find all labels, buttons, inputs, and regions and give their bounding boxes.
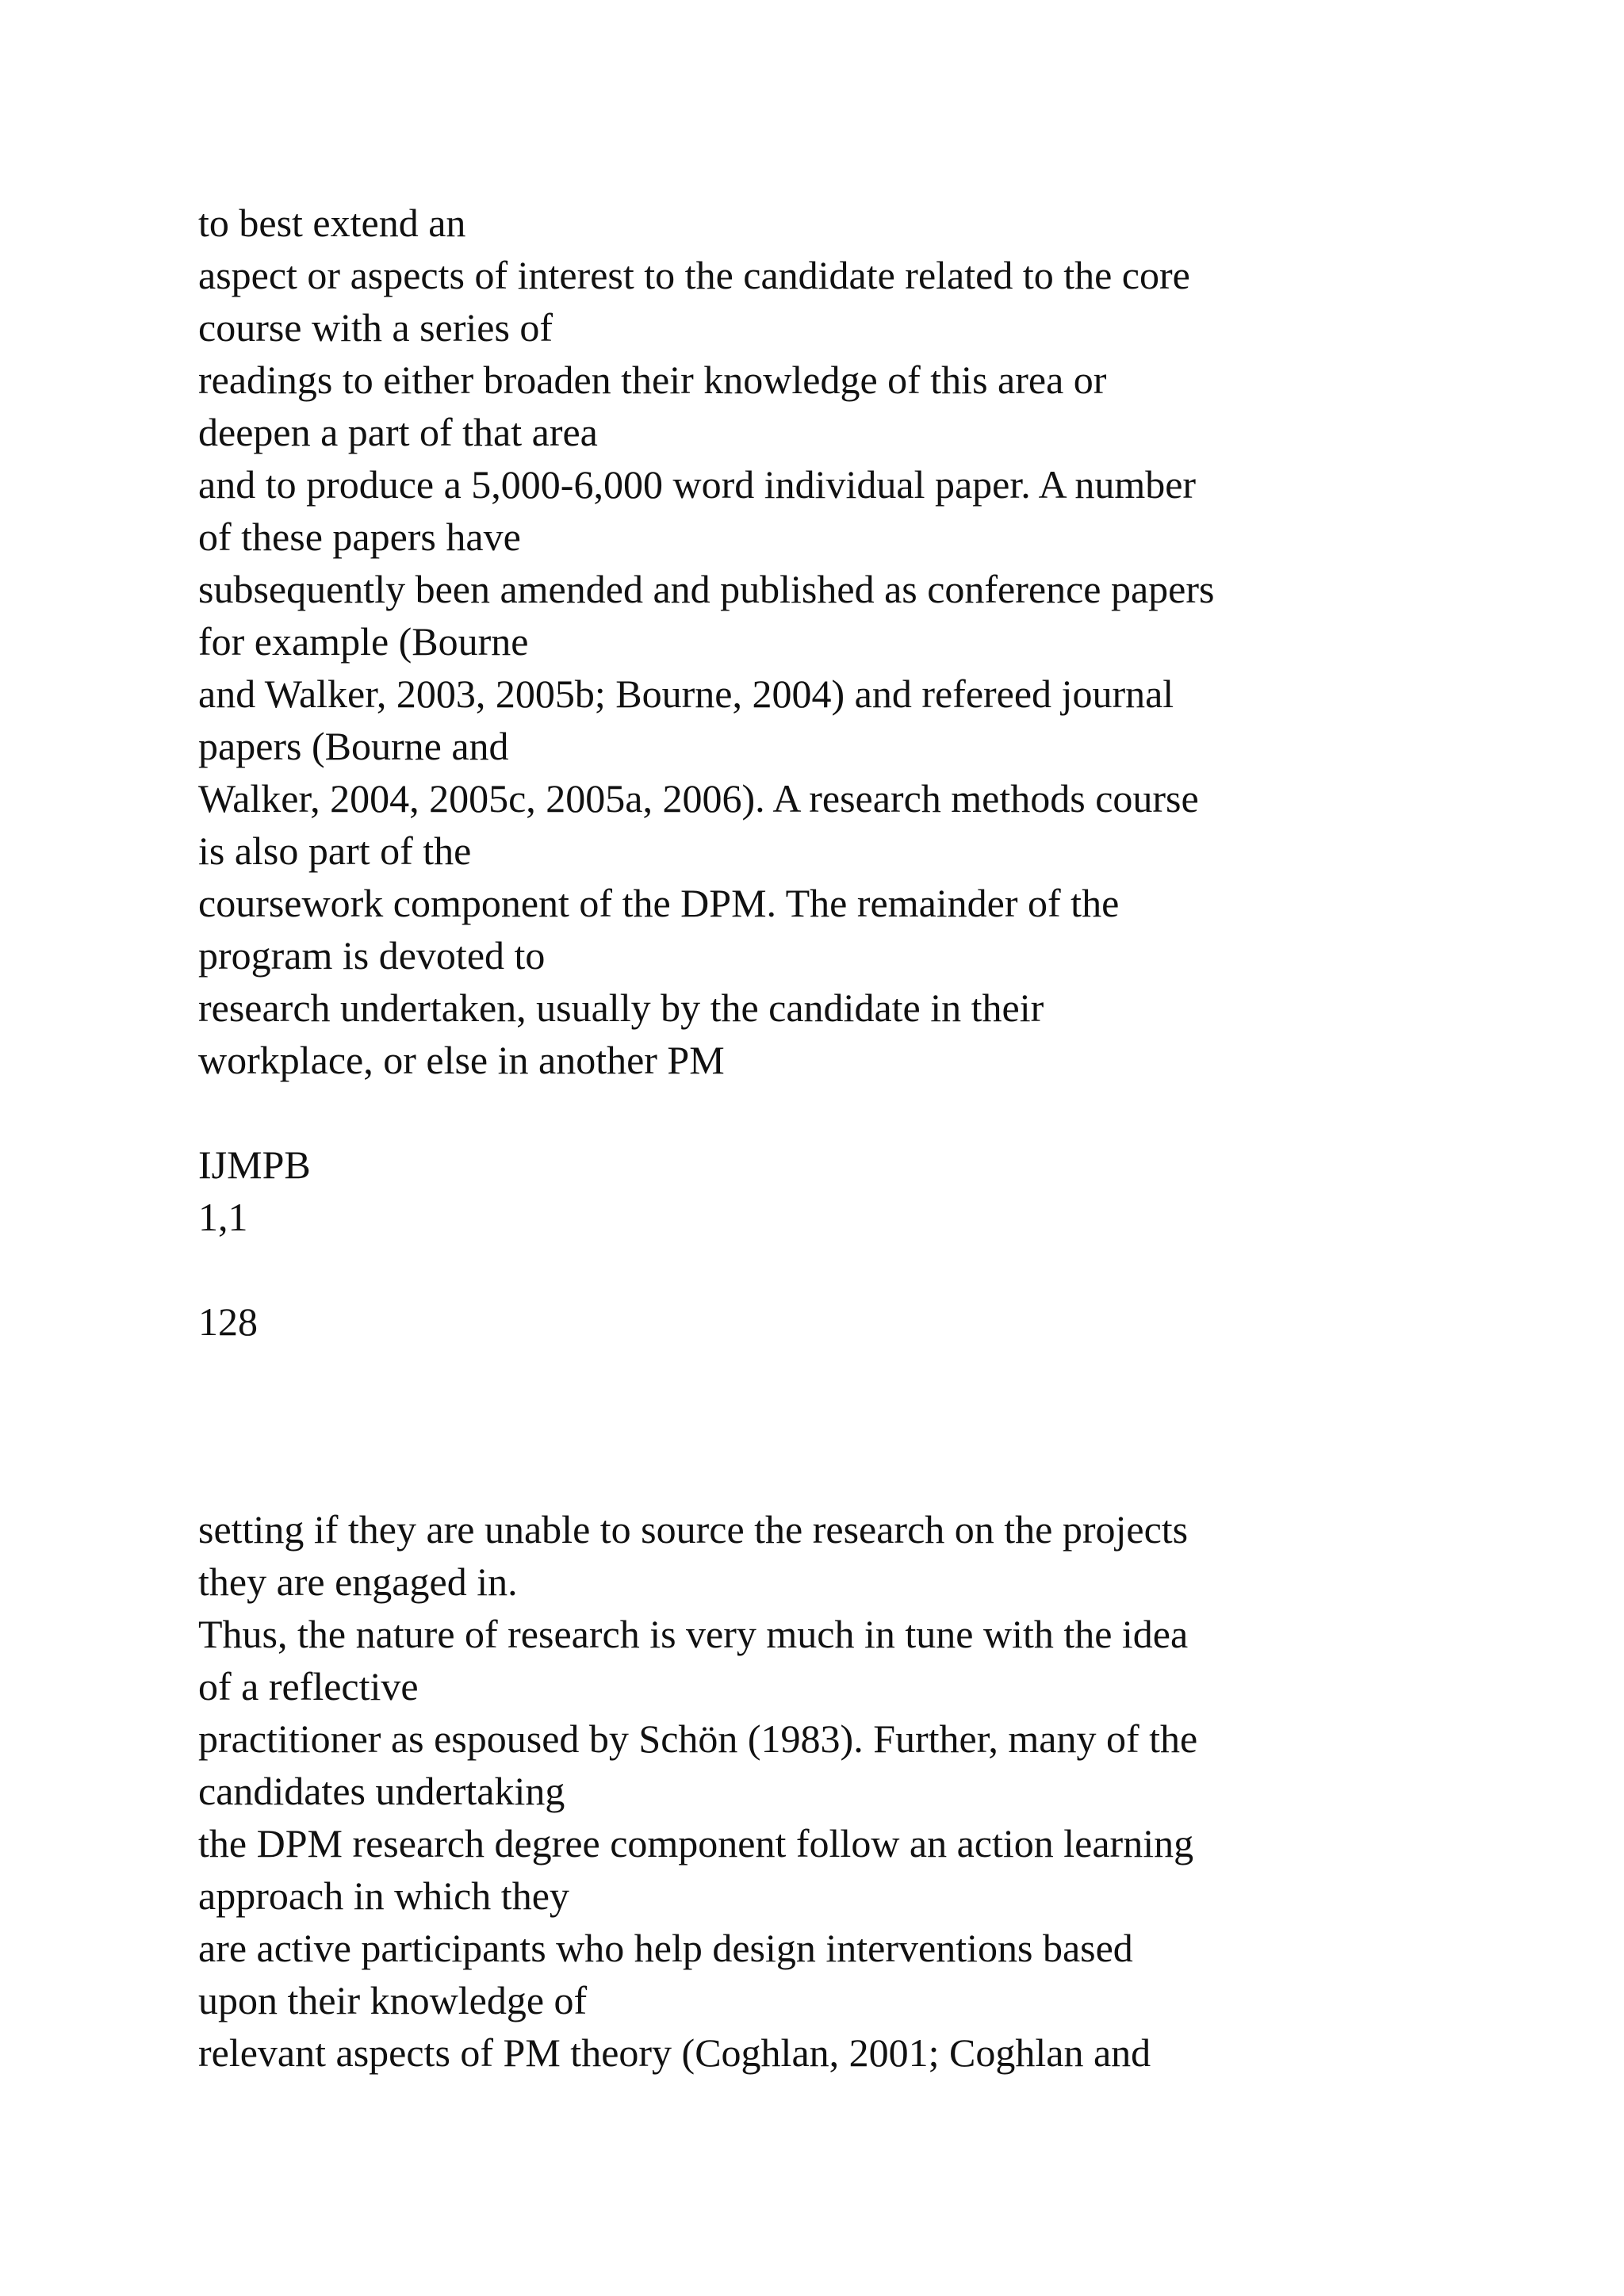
text-line: candidates undertaking	[198, 1769, 565, 1813]
text-line: Thus, the nature of research is very much in tune with the idea	[198, 1612, 1189, 1656]
text-line: relevant aspects of PM theory (Coghlan, 2001; Coghlan and	[198, 2030, 1151, 2075]
text-line: practitioner as espoused by Schön (1983). Further, many of the	[198, 1716, 1198, 1761]
text-line: of these papers have	[198, 515, 521, 559]
text-line: they are engaged in.	[198, 1559, 518, 1604]
text-line: subsequently been amended and published as conference papers	[198, 567, 1215, 611]
text-line: research undertaken, usually by the candidate in their	[198, 985, 1044, 1030]
text-line: workplace, or else in another PM	[198, 1038, 725, 1082]
text-line: aspect or aspects of interest to the candidate related to the core	[198, 253, 1190, 297]
text-line: are active participants who help design interventions based	[198, 1926, 1133, 1970]
volume-issue: 1,1	[198, 1195, 248, 1239]
text-line: deepen a part of that area	[198, 410, 598, 454]
text-line: to best extend an	[198, 201, 466, 245]
text-line: course with a series of	[198, 305, 553, 350]
text-line: coursework component of the DPM. The remainder of the	[198, 881, 1120, 925]
text-line: papers (Bourne and	[198, 724, 509, 768]
text-line: program is devoted to	[198, 933, 546, 978]
text-line: and Walker, 2003, 2005b; Bourne, 2004) and refereed journal	[198, 672, 1174, 716]
text-line: approach in which they	[198, 1873, 569, 1918]
text-line: is also part of the	[198, 828, 472, 873]
text-line: readings to either broaden their knowledge of this area or	[198, 358, 1107, 402]
text-line: of a reflective	[198, 1664, 419, 1709]
text-line: and to produce a 5,000-6,000 word individual paper. A number	[198, 462, 1197, 507]
journal-code: IJMPB	[198, 1142, 311, 1187]
text-line: for example (Bourne	[198, 619, 529, 664]
text-line: Walker, 2004, 2005c, 2005a, 2006). A research methods course	[198, 776, 1199, 821]
text-line: the DPM research degree component follow an action learning	[198, 1821, 1194, 1866]
text-line: upon their knowledge of	[198, 1978, 588, 2022]
text-line: setting if they are unable to source the research on the projects	[198, 1507, 1189, 1552]
page-number: 128	[198, 1299, 258, 1344]
